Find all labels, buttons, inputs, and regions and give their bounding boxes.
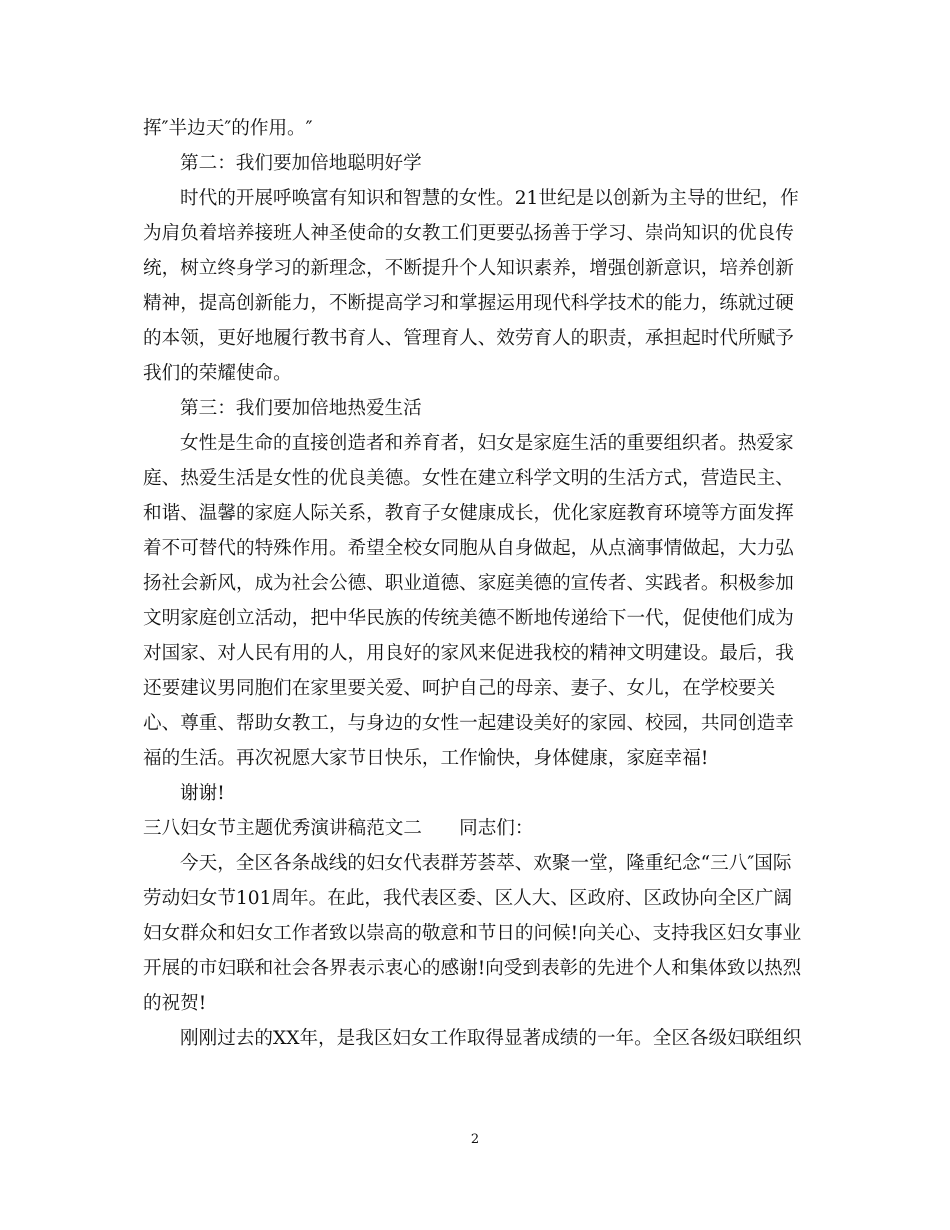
body-text <box>143 111 802 1056</box>
text-line: 开展的市妇联和社会各界表示衷心的感谢!向受到表彰的先进个人和集体致以热烈 <box>143 958 802 979</box>
text-line: 时代的开展呼唤富有知识和智慧的女性。21世纪是以创新为主导的世纪，作 <box>180 188 799 209</box>
text-line: 心、尊重、帮助女教工，与身边的女性一起建设美好的家园、校园，共同创造幸 <box>143 713 794 734</box>
text-line: 庭、热爱生活是女性的优良美德。女性在建立科学文明的生活方式，营造民主、 <box>143 468 794 489</box>
text-line: 劳动妇女节101周年。在此，我代表区委、区人大、区政府、区政协向全区广阔 <box>143 888 793 909</box>
text-line: 第三：我们要加倍地热爱生活 <box>180 398 422 419</box>
text-line: 挥″半边天″的作用。″ <box>143 118 313 139</box>
text-line: 今天，全区各条战线的妇女代表群芳荟萃、欢聚一堂，隆重纪念“三八″国际 <box>180 853 792 874</box>
text-line: 为肩负着培养接班人神圣使命的女教工们更要弘扬善于学习、崇尚知识的优良传 <box>143 223 794 244</box>
text-line: 统，树立终身学习的新理念，不断提升个人知识素养，增强创新意识，培养创新 <box>143 258 794 279</box>
text-line: 的祝贺! <box>143 993 207 1014</box>
text-line: 扬社会新风，成为社会公德、职业道德、家庭美德的宣传者、实践者。积极参加 <box>143 573 794 594</box>
text-line: 福的生活。再次祝愿大家节日快乐，工作愉快，身体健康，家庭幸福! <box>143 748 709 769</box>
text-line: 我们的荣耀使命。 <box>143 363 292 384</box>
text-line: 对国家、对人民有用的人，用良好的家风来促进我校的精神文明建设。最后，我 <box>143 643 794 664</box>
text-line: 女性是生命的直接创造者和养育者，妇女是家庭生活的重要组织者。热爱家 <box>180 433 794 454</box>
text-line: 刚刚过去的XX年，是我区妇女工作取得显著成绩的一年。全区各级妇联组织 <box>180 1028 802 1049</box>
text-line: 妇女群众和妇女工作者致以崇高的敬意和节日的问候!向关心、支持我区妇女事业 <box>143 923 802 944</box>
text-line: 的本领，更好地履行教书育人、管理育人、效劳育人的职责，承担起时代所赋予 <box>143 328 794 349</box>
text-line: 精神，提高创新能力，不断提高学习和掌握运用现代科学技术的能力，练就过硬 <box>143 293 794 314</box>
text-line: 三八妇女节主题优秀演讲稿范文二 同志们： <box>143 818 534 839</box>
text-line: 和谐、温馨的家庭人际关系，教育子女健康成长，优化家庭教育环境等方面发挥 <box>143 503 794 524</box>
page-number: 2 <box>470 1132 480 1147</box>
text-line: 着不可替代的特殊作用。希望全校女同胞从自身做起，从点滴事情做起，大力弘 <box>143 538 794 559</box>
text-line: 谢谢! <box>180 783 225 804</box>
text-line: 还要建议男同胞们在家里要关爱、呵护自己的母亲、妻子、女儿，在学校要关 <box>143 678 776 699</box>
text-line: 第二：我们要加倍地聪明好学 <box>180 153 422 174</box>
text-line: 文明家庭创立活动，把中华民族的传统美德不断地传递给下一代，促使他们成为 <box>143 608 794 629</box>
